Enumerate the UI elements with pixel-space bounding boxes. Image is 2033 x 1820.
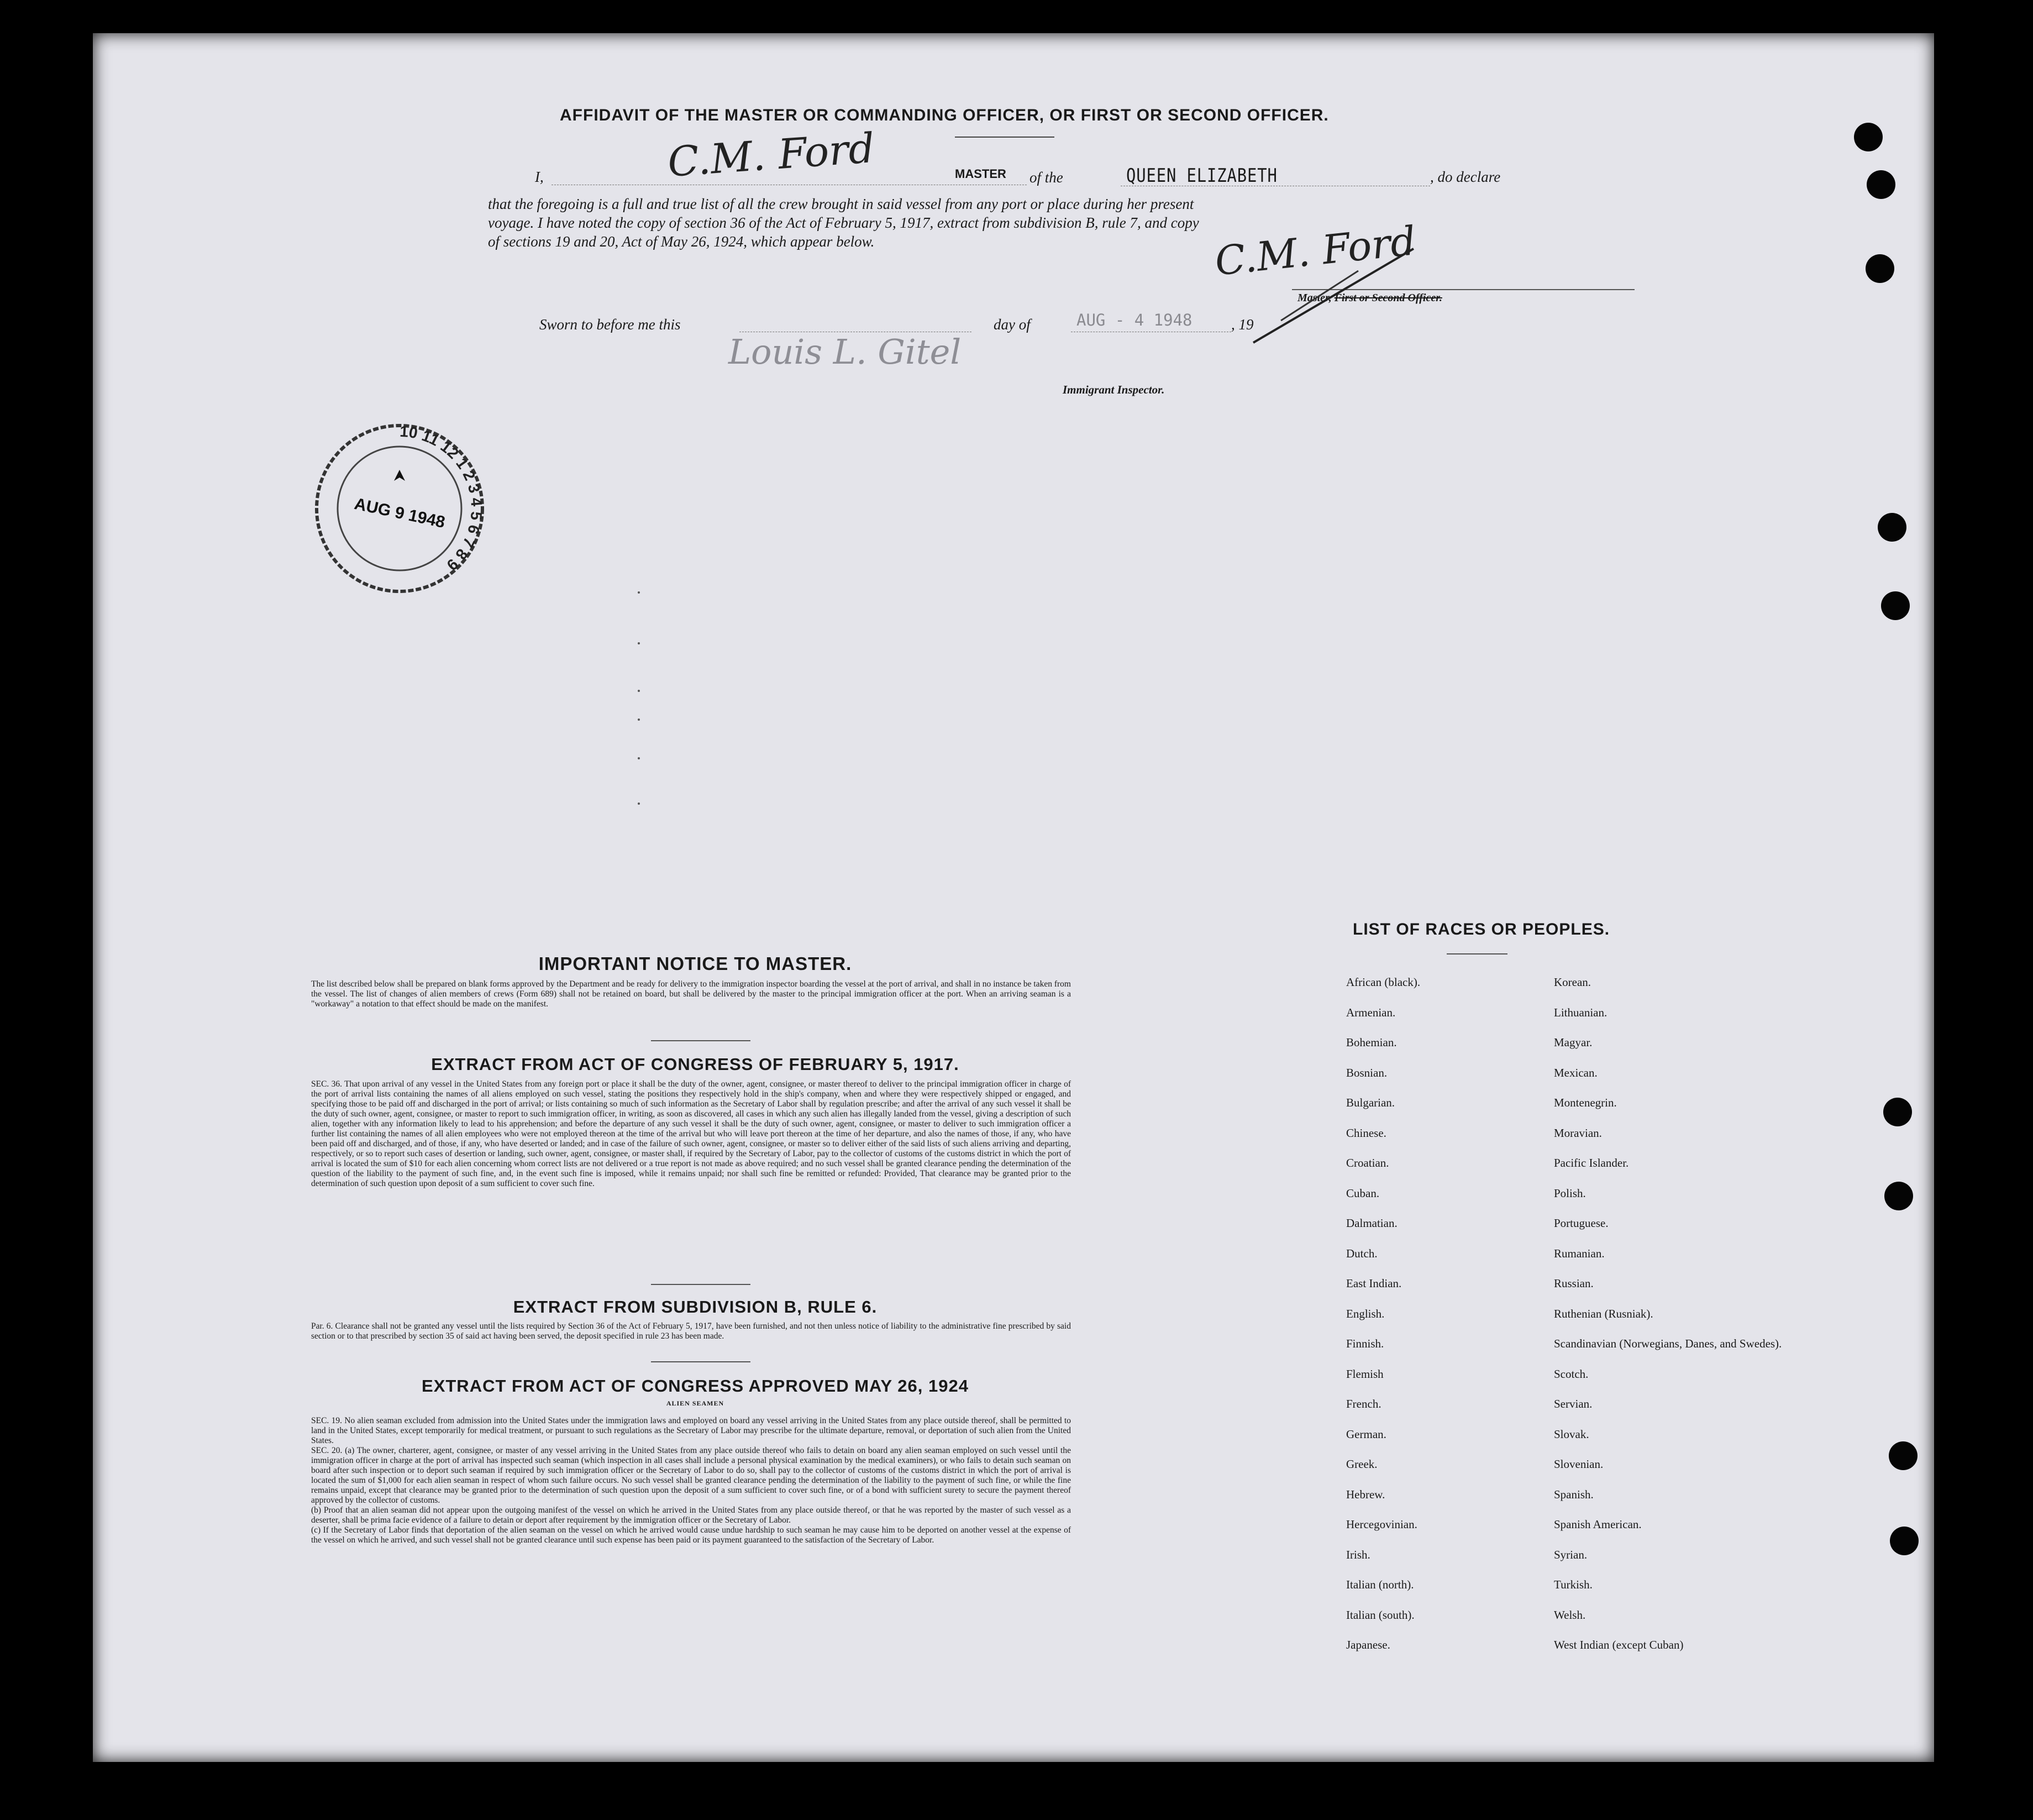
race-item: Pacific Islander. [1554, 1156, 1629, 1169]
races-column-1 [1346, 975, 1545, 1669]
of-the-label: of the [1029, 169, 1063, 186]
declaration-line-1: that the foregoing is a full and true list of all the crew brought in said vessel from any port or place during her present [488, 196, 1194, 212]
race-item: Spanish. [1554, 1487, 1594, 1501]
race-item: Cuban. [1346, 1186, 1380, 1200]
race-item: Spanish American. [1554, 1518, 1642, 1531]
declaration-line-2: voyage. I have noted the copy of section 36 of the Act of February 5, 1917, extract from subdivision B, rule 7, and copy [488, 214, 1199, 231]
master-signature-bottom: C.M. Ford [1212, 217, 1419, 285]
race-item: Japanese. [1346, 1638, 1390, 1651]
race-item: Mexican. [1554, 1066, 1598, 1079]
separator [651, 1284, 750, 1285]
binder-hole [1854, 123, 1883, 151]
act-1924-sec-20a: SEC. 20. (a) The owner, charterer, agent, consignee, or master of any vessel arriving in the United States from any place outside thereof who fails to detain on board any alien seaman employed on such vessel until the immigration officer in charge at the port of arrival has inspected such seaman (which inspection in all cases shall include a personal physical examination by the medical examiners), or who fails to detain such seaman on board after such inspection or to deport such seaman if required by such immigration officer or the Secretary of Labor to do so, shall pay to the collector of customs of the customs district in which the port of arrival is located the sum of $1,000 for each alien seaman in respect of whom such failure occurs. No such vessel shall be granted clearance pending the determination of the liability to the payment of such fine, or while the fine remains unpaid, except that clearance may be granted prior to the determination of such question upon the deposit of a sum sufficient to cover such fine, or of a bond with sufficient surety to secure the payment thereof approved by the collector of customs. [311, 1446, 1071, 1505]
race-item: French. [1346, 1397, 1381, 1410]
binder-hole [1867, 170, 1895, 199]
year-label: , 19 [1231, 316, 1254, 333]
affidavit-title: AFFIDAVIT OF THE MASTER OR COMMANDING OFFICER, OR FIRST OR SECOND OFFICER. [560, 106, 1329, 124]
race-item: Croatian. [1346, 1156, 1389, 1169]
title-rule [955, 137, 1054, 138]
races-title-rule [1447, 953, 1507, 954]
binder-hole [1890, 1527, 1919, 1555]
speck [638, 642, 640, 644]
race-item: Russian. [1554, 1277, 1594, 1290]
stamp-date: AUG 9 1948 [353, 495, 447, 532]
race-item: Polish. [1554, 1186, 1586, 1200]
race-item: Finnish. [1346, 1337, 1384, 1350]
race-item: Ruthenian (Rusniak). [1554, 1307, 1653, 1320]
master-sig-label-prefix: Master, [1297, 292, 1335, 304]
race-item: Italian (south). [1346, 1608, 1415, 1622]
race-item: Syrian. [1554, 1548, 1588, 1561]
document-page [93, 33, 1934, 1762]
stamp-arrow-icon [394, 470, 405, 481]
race-item: Armenian. [1346, 1005, 1396, 1019]
stamp-ring-numbers: 10 11 12 1 2 3 4 5 6 7 8 9 [399, 422, 486, 574]
race-item: Hercegovinian. [1346, 1518, 1417, 1531]
race-item: Chinese. [1346, 1126, 1386, 1140]
inspector-signature: Louis L. Gitel [728, 332, 962, 372]
race-item: Turkish. [1554, 1578, 1593, 1591]
day-of-label: day of [994, 316, 1031, 333]
races-title: LIST OF RACES OR PEOPLES. [1353, 920, 1610, 938]
race-item: Slovak. [1554, 1427, 1589, 1441]
race-item: East Indian. [1346, 1277, 1402, 1290]
struck-officer-label: First or Second Officer. [1334, 292, 1442, 304]
race-item: Dalmatian. [1346, 1216, 1398, 1230]
act-1924-sec-20b: (b) Proof that an alien seaman did not appear upon the outgoing manifest of the vessel on which he arrived in the United States from any place outside thereof, or that he was reported by the master of such vessel as a deserter, shall be prima facie evidence of a failure to detain or deport after requirement by the immigration officer or the Secretary of Labor. [311, 1506, 1071, 1525]
binder-hole [1881, 591, 1910, 620]
race-item: Dutch. [1346, 1246, 1378, 1260]
ship-name: QUEEN ELIZABETH [1126, 165, 1278, 187]
sworn-date-stamp: AUG - 4 1948 [1076, 311, 1193, 329]
notice-title: IMPORTANT NOTICE TO MASTER. [538, 953, 852, 974]
race-item: West Indian (except Cuban) [1554, 1638, 1684, 1651]
subdivision-b-body: Par. 6. Clearance shall not be granted any vessel until the lists required by Section 36 of the Act of February 5, 1917, have been furnished, and not then unless notice of liability to the administrative fine prescribed by said section or to that prescribed by section 35 of said act having been served, the deposit specified in rule 23 has been made. [311, 1321, 1071, 1341]
speck [638, 718, 640, 721]
declaration-line-3: of sections 19 and 20, Act of May 26, 1924, which appear below. [488, 233, 875, 250]
race-item: Montenegrin. [1554, 1096, 1617, 1109]
do-declare-label: , do declare [1430, 169, 1501, 185]
master-label: MASTER [955, 167, 1006, 181]
act-1924-sec-20c: (c) If the Secretary of Labor finds that deportation of the alien seaman on the vessel on which he arrived would cause undue hardship to such seaman he may cause him to be deported on another vessel at the expense of the vessel on which he arrived, and such vessel shall not be granted clearance until such expense has been paid or its payment guaranteed to the satisfaction of the Secretary of Labor. [311, 1525, 1071, 1545]
act-1917-body: SEC. 36. That upon arrival of any vessel in the United States from any foreign port or place it shall be the duty of the owner, agent, consignee, or master thereof to deliver to the principal immigration officer in charge of the port of arrival lists containing the names of all aliens employed on such vessel, stating the positions they respectively hold in the ship's company, when and where they were respectively shipped or engaged, and specifying those to be paid off and discharged in the port of arrival; or lists containing so much of such information as the Secretary of Labor shall by regulation prescribe; and after the arrival of any such vessel it shall be the duty of such owner, agent, consignee, or master to report to such immigration officer, in writing, as soon as discovered, all cases in which any such alien has illegally landed from the vessel, giving a description of such alien, together with any information likely to lead to his apprehension; and before the departure of any such vessel it shall be the duty of such owner, agent, consignee, or master to deliver to such immigration officer a further list containing the names of all alien employees who were not employed thereon at the time of the arrival but who will leave port thereon at the time of her departure, and also the names of those, if any, who have been paid off and discharged, and of those, if any, who have deserted or landed; and in case of the failure of such owner, agent, consignee, or master so to deliver either of the said lists of such aliens arriving and departing, respectively, or so to report such cases of desertion or landing, such owner, agent, consignee, or master shall, if required by the Secretary of Labor, pay to the collector of customs of the customs district in which the port of arrival is located the sum of $10 for each alien concerning whom correct lists are not delivered or a true report is not made as above required; and no such vessel shall be granted clearance pending the determination of the question of the liability to the payment of such fine, and, in the event such fine is imposed, while it remains unpaid; nor shall such fine be remitted or refunded: Provided, That clearance may be granted prior to the determination of such question upon deposit of a sum sufficient to cover such fine. [311, 1079, 1071, 1188]
race-item: Greek. [1346, 1457, 1378, 1471]
speck [638, 803, 640, 805]
race-item: African (black). [1346, 975, 1421, 989]
speck [638, 591, 640, 594]
race-item: Korean. [1554, 975, 1591, 989]
race-item: Scotch. [1554, 1367, 1589, 1381]
binder-hole [1883, 1098, 1912, 1126]
race-item: Bulgarian. [1346, 1096, 1395, 1109]
alien-seamen-subtitle: ALIEN SEAMEN [666, 1399, 724, 1407]
race-item: Servian. [1554, 1397, 1593, 1410]
race-item: Scandinavian (Norwegians, Danes, and Swedes). [1554, 1337, 1782, 1350]
race-item: Irish. [1346, 1548, 1370, 1561]
race-item: Lithuanian. [1554, 1005, 1608, 1019]
race-item: Magyar. [1554, 1036, 1593, 1049]
master-signature-top: C.M. Ford [666, 124, 876, 186]
race-item: Flemish [1346, 1367, 1384, 1381]
arrival-date-stamp [311, 420, 488, 597]
race-item: Hebrew. [1346, 1487, 1385, 1501]
race-item: Italian (north). [1346, 1578, 1414, 1591]
race-item: Portuguese. [1554, 1216, 1609, 1230]
separator [651, 1361, 750, 1362]
race-item: Bohemian. [1346, 1036, 1397, 1049]
signature-flourish [1248, 238, 1425, 348]
binder-hole [1889, 1441, 1918, 1470]
binder-hole [1878, 513, 1906, 542]
races-column-2 [1554, 975, 1786, 1669]
act-1924-sec-19: SEC. 19. No alien seaman excluded from admission into the United States under the immigration laws and employed on board any vessel arriving in the United States from any place outside thereof, shall be permitted to land in the United States, except temporarily for medical treatment, or pursuant to such regulations as the Secretary of Labor may prescribe for the ultimate departure, removal, or deportation of such alien from the United States. [311, 1416, 1071, 1445]
race-item: Welsh. [1554, 1608, 1586, 1622]
act-1924-body [311, 1416, 1071, 1545]
inspector-label: Immigrant Inspector. [1063, 383, 1165, 396]
race-item: German. [1346, 1427, 1386, 1441]
sworn-label: Sworn to before me this [539, 316, 681, 333]
speck [638, 757, 640, 759]
binder-hole [1866, 254, 1894, 283]
separator [651, 1040, 750, 1041]
speck [638, 690, 640, 692]
act-1917-title: EXTRACT FROM ACT OF CONGRESS OF FEBRUARY 5, 1917. [431, 1055, 959, 1074]
race-item: Moravian. [1554, 1126, 1602, 1140]
notice-body: The list described below shall be prepared on blank forms approved by the Department and be ready for delivery to the immigration inspector boarding the vessel at the port of arrival, and shall in no instance be taken from the vessel. The list of changes of alien members of crews (Form 689) shall not be retained on board, but shall be delivered by the master to the principal immigration officer at the port. When an arriving seaman is a "workaway" a notation to that effect should be made on the manifest. [311, 979, 1071, 1009]
i-label: I, [535, 169, 544, 185]
subdivision-b-title: EXTRACT FROM SUBDIVISION B, RULE 6. [513, 1297, 878, 1317]
act-1924-title: EXTRACT FROM ACT OF CONGRESS APPROVED MAY 26, 1924 [422, 1376, 969, 1396]
race-item: Bosnian. [1346, 1066, 1388, 1079]
binder-hole [1884, 1182, 1913, 1210]
race-item: Rumanian. [1554, 1246, 1605, 1260]
race-item: Slovenian. [1554, 1457, 1604, 1471]
race-item: English. [1346, 1307, 1385, 1320]
